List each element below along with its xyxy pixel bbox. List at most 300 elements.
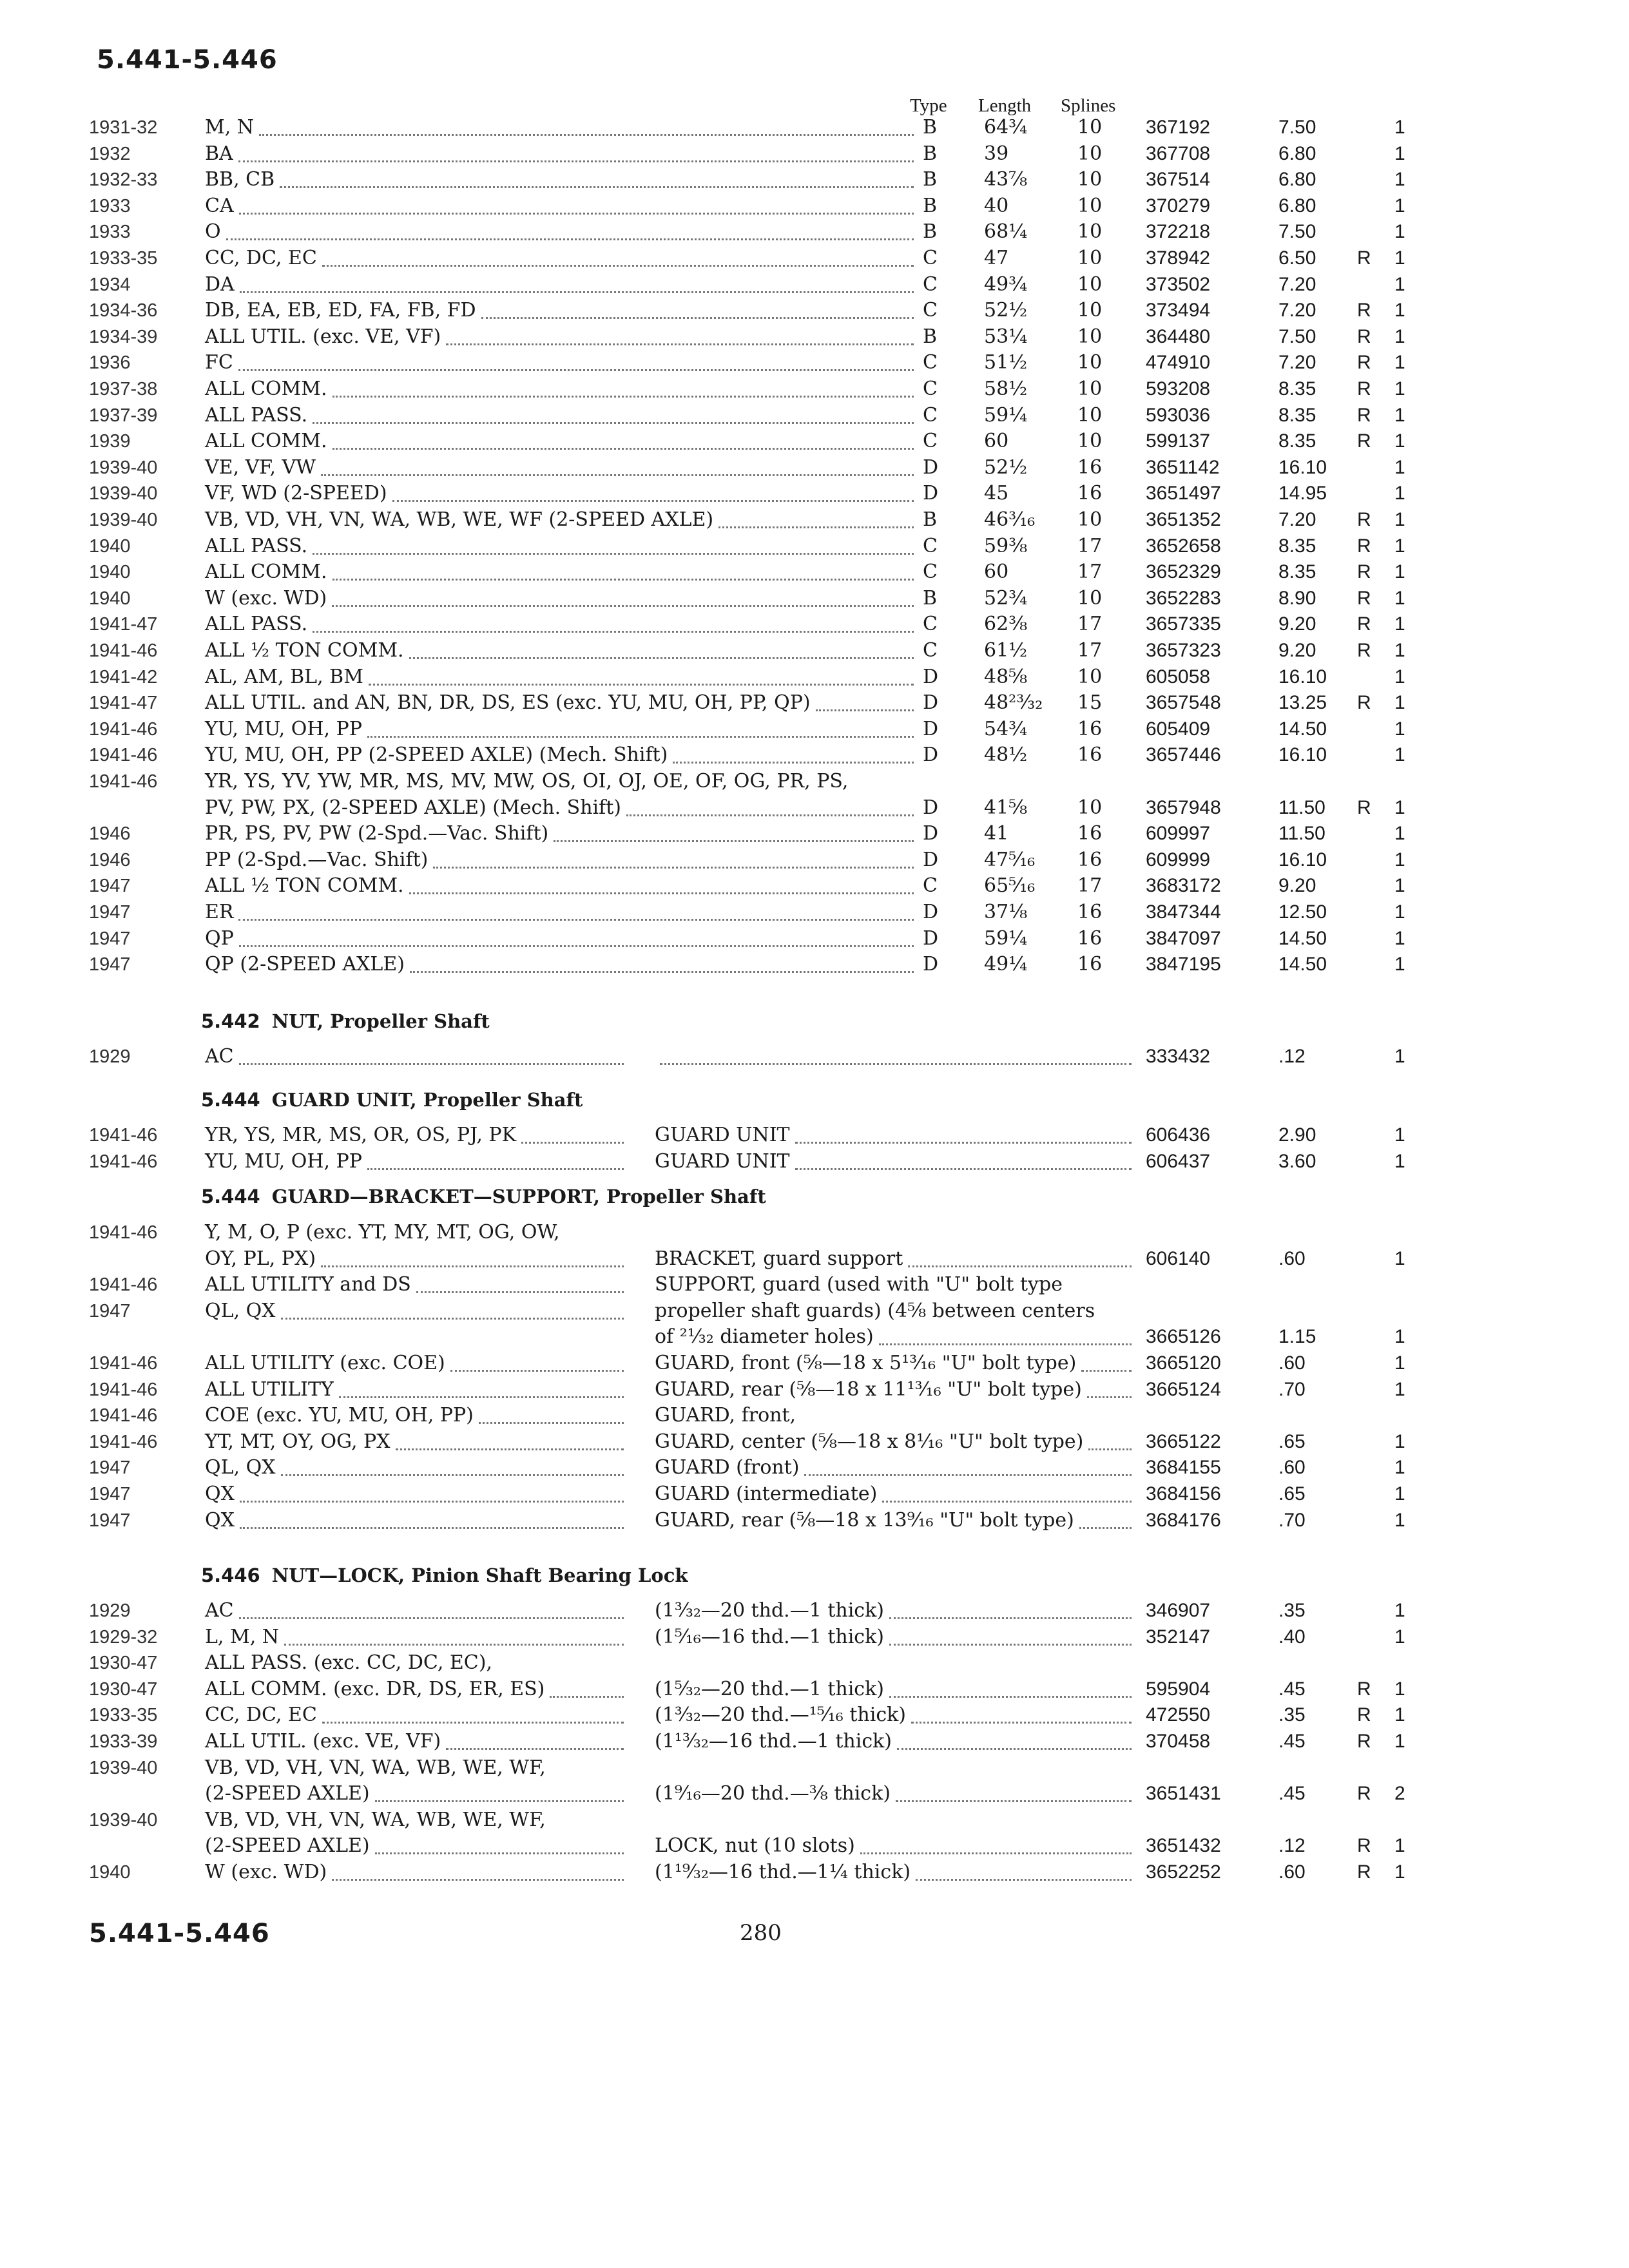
year-cell: 1933 xyxy=(89,222,131,242)
quantity-cell: 1 xyxy=(1394,274,1405,295)
length-cell: 61½ xyxy=(984,639,1028,662)
quantity-cell: 1 xyxy=(1394,1457,1405,1478)
year-cell: 1934 xyxy=(89,274,131,295)
dot-leader xyxy=(409,876,914,894)
dot-leader xyxy=(660,1046,1132,1065)
price-cell: .60 xyxy=(1278,1861,1306,1883)
dot-leader xyxy=(367,719,914,738)
dot-leader xyxy=(239,928,914,947)
price-cell: .45 xyxy=(1278,1783,1306,1804)
reference-flag-cell: R xyxy=(1357,1835,1371,1856)
quantity-cell: 1 xyxy=(1394,1379,1405,1400)
table-row xyxy=(0,611,1629,637)
table-row xyxy=(0,1781,1629,1807)
part-number-cell: 474910 xyxy=(1146,352,1211,373)
part-number-cell: 372218 xyxy=(1146,221,1211,242)
quantity-cell: 1 xyxy=(1394,405,1405,426)
table-row xyxy=(0,1429,1629,1455)
description-cell: (1⁹⁄₁₆—20 thd.—⅜ thick) xyxy=(655,1782,891,1805)
model-cell: YU, MU, OH, PP (2-SPEED AXLE) (Mech. Shift) xyxy=(205,744,668,766)
reference-flag-cell: R xyxy=(1357,1678,1371,1700)
year-cell: 1941-47 xyxy=(89,693,158,713)
price-cell: 16.10 xyxy=(1278,744,1327,765)
description-cell: (1⁵⁄₁₆—16 thd.—1 thick) xyxy=(655,1626,884,1648)
year-cell: 1941-46 xyxy=(89,1222,158,1243)
dot-leader xyxy=(916,1862,1132,1881)
table-row xyxy=(0,1598,1629,1624)
price-cell: 6.80 xyxy=(1278,195,1316,216)
year-cell: 1933-39 xyxy=(89,1731,158,1752)
type-cell: D xyxy=(923,849,939,871)
dot-leader xyxy=(281,1301,624,1320)
table-row xyxy=(0,376,1629,402)
price-cell: .35 xyxy=(1278,1600,1306,1621)
year-cell: 1941-46 xyxy=(89,1125,158,1146)
price-cell: 1.15 xyxy=(1278,1326,1316,1347)
table-row xyxy=(0,1833,1629,1859)
dot-leader xyxy=(332,588,914,607)
type-cell: C xyxy=(923,247,938,269)
price-cell: .65 xyxy=(1278,1431,1306,1452)
table-row xyxy=(0,403,1629,428)
length-cell: 62⅜ xyxy=(984,613,1028,635)
length-cell: 48½ xyxy=(984,744,1028,766)
quantity-cell: 1 xyxy=(1394,797,1405,818)
part-number-cell: 3684155 xyxy=(1146,1457,1221,1478)
part-number-cell: 605409 xyxy=(1146,718,1211,740)
year-cell: 1941-47 xyxy=(89,614,158,635)
table-row xyxy=(0,1377,1629,1403)
table-row xyxy=(0,1220,1629,1245)
splines-cell: 10 xyxy=(1077,666,1103,688)
year-cell: 1941-46 xyxy=(89,640,158,661)
splines-cell: 10 xyxy=(1077,796,1103,819)
type-cell: B xyxy=(923,220,938,243)
dot-leader xyxy=(550,1679,624,1698)
dot-leader xyxy=(879,1327,1132,1345)
model-cell: ER xyxy=(205,901,234,923)
model-cell: ALL UTILITY and DS xyxy=(205,1273,411,1296)
quantity-cell: 1 xyxy=(1394,483,1405,504)
dot-leader xyxy=(889,1627,1132,1646)
part-number-cell: 3847097 xyxy=(1146,928,1221,949)
year-cell: 1929 xyxy=(89,1046,131,1067)
part-number-cell: 3652283 xyxy=(1146,588,1221,609)
part-number-cell: 3657948 xyxy=(1146,797,1221,818)
type-cell: D xyxy=(923,666,939,688)
type-cell: C xyxy=(923,561,938,583)
splines-cell: 10 xyxy=(1077,587,1103,610)
part-number-cell: 3665120 xyxy=(1146,1352,1221,1374)
year-cell: 1929 xyxy=(89,1600,131,1621)
description-cell: of ²¹⁄₃₂ diameter holes) xyxy=(655,1325,874,1348)
model-cell: QL, QX xyxy=(205,1300,276,1322)
dot-leader xyxy=(239,1600,624,1619)
price-cell: 14.50 xyxy=(1278,928,1327,949)
length-cell: 58½ xyxy=(984,378,1028,400)
reference-flag-cell: R xyxy=(1357,378,1371,399)
length-cell: 37⅛ xyxy=(984,901,1028,923)
table-row xyxy=(0,899,1629,925)
model-cell: W (exc. WD) xyxy=(205,1861,327,1883)
table-row xyxy=(0,115,1629,140)
length-cell: 48²³⁄₃₂ xyxy=(984,691,1043,714)
section-title: NUT—LOCK, Pinion Shaft Bearing Lock xyxy=(271,1564,688,1586)
table-row xyxy=(0,1860,1629,1885)
table-row xyxy=(0,1403,1629,1428)
model-cell: PR, PS, PV, PW (2-Spd.—Vac. Shift) xyxy=(205,822,549,845)
table-row xyxy=(0,350,1629,376)
year-cell: 1932 xyxy=(89,144,131,164)
year-cell: 1947 xyxy=(89,1484,131,1504)
dot-leader xyxy=(239,1046,624,1065)
splines-cell: 10 xyxy=(1077,378,1103,400)
price-cell: 14.50 xyxy=(1278,954,1327,975)
description-cell: GUARD, rear (⅝—18 x 13⁹⁄₁₆ "U" bolt type) xyxy=(655,1509,1074,1532)
table-row xyxy=(0,559,1629,585)
splines-cell: 16 xyxy=(1077,822,1103,845)
price-cell: 7.20 xyxy=(1278,509,1316,530)
description-cell: GUARD UNIT xyxy=(655,1150,790,1173)
model-cell: QL, QX xyxy=(205,1456,276,1479)
price-cell: 8.90 xyxy=(1278,588,1316,609)
dot-leader xyxy=(816,693,914,711)
table-row xyxy=(0,1702,1629,1728)
dot-leader xyxy=(416,1274,624,1293)
dot-leader xyxy=(322,1705,624,1724)
splines-cell: 17 xyxy=(1077,535,1103,557)
year-cell: 1941-46 xyxy=(89,1353,158,1374)
type-cell: D xyxy=(923,927,939,950)
quantity-cell: 1 xyxy=(1394,300,1405,321)
quantity-cell: 1 xyxy=(1394,1678,1405,1700)
model-cell: VB, VD, VH, VN, WA, WB, WE, WF (2-SPEED AXLE) xyxy=(205,508,714,531)
part-number-cell: 3651432 xyxy=(1146,1835,1221,1856)
model-cell: BB, CB xyxy=(205,168,275,191)
price-cell: 8.35 xyxy=(1278,561,1316,582)
part-number-cell: 606437 xyxy=(1146,1151,1211,1172)
table-row xyxy=(0,167,1629,193)
year-cell: 1947 xyxy=(89,954,131,975)
dot-leader xyxy=(238,144,914,162)
year-cell: 1930-47 xyxy=(89,1679,158,1700)
quantity-cell: 1 xyxy=(1394,1600,1405,1621)
quantity-cell: 1 xyxy=(1394,221,1405,242)
model-cell: PV, PW, PX, (2-SPEED AXLE) (Mech. Shift) xyxy=(205,796,621,819)
quantity-cell: 1 xyxy=(1394,430,1405,452)
reference-flag-cell: R xyxy=(1357,405,1371,426)
part-number-cell: 593036 xyxy=(1146,405,1211,426)
model-cell: VF, WD (2-SPEED) xyxy=(205,482,387,505)
length-cell: 46³⁄₁₆ xyxy=(984,508,1036,531)
part-number-cell: 3652658 xyxy=(1146,535,1221,557)
reference-flag-cell: R xyxy=(1357,640,1371,661)
model-cell: DB, EA, EB, ED, FA, FB, FD xyxy=(205,299,476,322)
dot-leader xyxy=(896,1783,1132,1802)
type-cell: C xyxy=(923,535,938,557)
table-row xyxy=(0,1755,1629,1781)
year-cell: 1946 xyxy=(89,823,131,844)
length-cell: 59¼ xyxy=(984,404,1028,427)
model-cell: Y, M, O, P (exc. YT, MY, MT, OG, OW, xyxy=(205,1221,560,1244)
dot-leader xyxy=(804,1457,1132,1476)
model-cell: AC xyxy=(205,1599,234,1622)
splines-cell: 17 xyxy=(1077,561,1103,583)
splines-cell: 10 xyxy=(1077,195,1103,217)
quantity-cell: 1 xyxy=(1394,1704,1405,1725)
description-cell: GUARD, front, xyxy=(655,1404,796,1427)
description-cell: (1¹⁹⁄₃₂—16 thd.—1¼ thick) xyxy=(655,1861,911,1883)
length-cell: 43⅞ xyxy=(984,168,1028,191)
reference-flag-cell: R xyxy=(1357,430,1371,452)
part-number-cell: 3847344 xyxy=(1146,901,1221,923)
year-cell: 1941-46 xyxy=(89,719,158,740)
model-cell: VB, VD, VH, VN, WA, WB, WE, WF, xyxy=(205,1809,546,1831)
table-row xyxy=(0,298,1629,323)
year-cell: 1941-46 xyxy=(89,1379,158,1400)
description-cell: GUARD (intermediate) xyxy=(655,1483,878,1505)
table-row xyxy=(0,1044,1629,1070)
table-row xyxy=(0,638,1629,664)
price-cell: 6.80 xyxy=(1278,143,1316,164)
quantity-cell: 1 xyxy=(1394,1861,1405,1883)
year-cell: 1940 xyxy=(89,588,131,609)
type-cell: D xyxy=(923,456,939,479)
part-number-cell: 364480 xyxy=(1146,326,1211,347)
type-cell: B xyxy=(923,325,938,348)
model-cell: YU, MU, OH, PP xyxy=(205,1150,362,1173)
quantity-cell: 1 xyxy=(1394,195,1405,216)
dot-leader xyxy=(332,1862,624,1881)
dot-leader xyxy=(321,457,914,476)
table-row xyxy=(0,1729,1629,1754)
length-cell: 60 xyxy=(984,430,1009,452)
table-row xyxy=(0,428,1629,454)
quantity-cell: 1 xyxy=(1394,640,1405,661)
price-cell: .12 xyxy=(1278,1046,1306,1067)
dot-leader xyxy=(860,1836,1132,1854)
model-cell: FC xyxy=(205,351,233,374)
table-row xyxy=(0,219,1629,245)
dot-leader xyxy=(313,405,914,424)
model-cell: AL, AM, BL, BM xyxy=(205,666,363,688)
price-cell: 14.50 xyxy=(1278,718,1327,740)
quantity-cell: 1 xyxy=(1394,928,1405,949)
length-cell: 45 xyxy=(984,482,1009,505)
reference-flag-cell: R xyxy=(1357,692,1371,713)
length-cell: 47⁵⁄₁₆ xyxy=(984,849,1036,871)
length-cell: 51½ xyxy=(984,351,1028,374)
type-cell: B xyxy=(923,142,938,165)
price-cell: .60 xyxy=(1278,1457,1306,1478)
quantity-cell: 1 xyxy=(1394,849,1405,870)
quantity-cell: 1 xyxy=(1394,1151,1405,1172)
part-number-cell: 352147 xyxy=(1146,1626,1211,1648)
year-cell: 1939-40 xyxy=(89,483,158,504)
model-cell: YU, MU, OH, PP xyxy=(205,718,362,740)
dot-leader xyxy=(1087,1379,1132,1398)
type-cell: C xyxy=(923,378,938,400)
dot-leader xyxy=(375,1836,624,1854)
model-cell: CA xyxy=(205,195,234,217)
dot-leader xyxy=(795,1125,1132,1144)
model-cell: PP (2-Spd.—Vac. Shift) xyxy=(205,849,429,871)
price-cell: 9.20 xyxy=(1278,613,1316,635)
description-cell: GUARD, rear (⅝—18 x 11¹³⁄₁₆ "U" bolt type) xyxy=(655,1378,1082,1401)
part-number-cell: 3657335 xyxy=(1146,613,1221,635)
page-header-code: 5.441-5.446 xyxy=(97,45,278,75)
year-cell: 1941-42 xyxy=(89,667,158,687)
dot-leader xyxy=(446,327,914,345)
model-cell: ALL COMM. xyxy=(205,430,327,452)
type-cell: B xyxy=(923,195,938,217)
section-title: NUT, Propeller Shaft xyxy=(271,1010,490,1032)
type-cell: C xyxy=(923,404,938,427)
section-title: GUARD UNIT, Propeller Shaft xyxy=(271,1089,583,1111)
part-number-cell: 599137 xyxy=(1146,430,1211,452)
description-cell: (1⁵⁄₃₂—20 thd.—1 thick) xyxy=(655,1678,884,1700)
dot-leader xyxy=(1081,1353,1132,1372)
table-row xyxy=(0,141,1629,167)
reference-flag-cell: R xyxy=(1357,588,1371,609)
dot-leader xyxy=(333,379,914,398)
section-heading xyxy=(201,1010,490,1032)
dot-leader xyxy=(240,1510,624,1529)
model-cell: ALL UTILITY (exc. COE) xyxy=(205,1352,445,1374)
quantity-cell: 1 xyxy=(1394,718,1405,740)
part-number-cell: 367708 xyxy=(1146,143,1211,164)
part-number-cell: 346907 xyxy=(1146,1600,1211,1621)
year-cell: 1941-46 xyxy=(89,771,158,792)
year-cell: 1937-38 xyxy=(89,379,158,399)
price-cell: 8.35 xyxy=(1278,430,1316,452)
dot-leader xyxy=(626,798,914,816)
dot-leader xyxy=(521,1125,624,1144)
type-cell: D xyxy=(923,822,939,845)
reference-flag-cell: R xyxy=(1357,326,1371,347)
page-number: 280 xyxy=(740,1920,782,1946)
table-row xyxy=(0,1122,1629,1148)
quantity-cell: 1 xyxy=(1394,1431,1405,1452)
dot-leader xyxy=(897,1731,1132,1750)
table-row xyxy=(0,795,1629,821)
year-cell: 1947 xyxy=(89,876,131,896)
price-cell: 7.20 xyxy=(1278,274,1316,295)
quantity-cell: 1 xyxy=(1394,247,1405,269)
model-cell: ALL UTIL. (exc. VE, VF) xyxy=(205,1730,441,1753)
dot-leader xyxy=(392,483,914,502)
splines-cell: 16 xyxy=(1077,953,1103,975)
year-cell: 1933-35 xyxy=(89,248,158,269)
dot-leader xyxy=(281,1457,624,1476)
table-row xyxy=(0,1350,1629,1376)
description-cell: propeller shaft guards) (4⅝ between centers xyxy=(655,1300,1095,1322)
part-number-cell: 609997 xyxy=(1146,823,1211,844)
year-cell: 1936 xyxy=(89,352,131,373)
dot-leader xyxy=(313,614,914,633)
length-cell: 59¼ xyxy=(984,927,1028,950)
model-cell: ALL PASS. xyxy=(205,613,308,635)
description-cell: SUPPORT, guard (used with "U" bolt type xyxy=(655,1273,1063,1296)
section-number: 5.442 xyxy=(201,1010,260,1032)
year-cell: 1941-46 xyxy=(89,1432,158,1452)
year-cell: 1937-39 xyxy=(89,405,158,426)
price-cell: 7.50 xyxy=(1278,117,1316,138)
type-cell: D xyxy=(923,901,939,923)
length-cell: 41⅝ xyxy=(984,796,1028,819)
reference-flag-cell: R xyxy=(1357,1731,1371,1752)
splines-cell: 16 xyxy=(1077,456,1103,479)
splines-cell: 10 xyxy=(1077,299,1103,322)
table-row xyxy=(0,455,1629,481)
price-cell: .65 xyxy=(1278,1483,1306,1504)
col-splines-header: Splines xyxy=(1061,95,1116,116)
year-cell: 1941-46 xyxy=(89,1405,158,1426)
part-number-cell: 370279 xyxy=(1146,195,1211,216)
part-number-cell: 606436 xyxy=(1146,1124,1211,1146)
price-cell: 16.10 xyxy=(1278,457,1327,478)
description-cell: (1¹³⁄₃₂—16 thd.—1 thick) xyxy=(655,1730,892,1753)
model-cell: ALL COMM. (exc. DR, DS, ER, ES) xyxy=(205,1678,545,1700)
quantity-cell: 1 xyxy=(1394,744,1405,765)
year-cell: 1940 xyxy=(89,536,131,557)
part-number-cell: 605058 xyxy=(1146,666,1211,687)
model-cell: VE, VF, VW xyxy=(205,456,316,479)
table-row xyxy=(0,1624,1629,1650)
part-number-cell: 606140 xyxy=(1146,1248,1211,1269)
year-cell: 1947 xyxy=(89,1457,131,1478)
type-cell: B xyxy=(923,508,938,531)
splines-cell: 10 xyxy=(1077,430,1103,452)
model-cell: QX xyxy=(205,1483,235,1505)
model-cell: ALL ½ TON COMM. xyxy=(205,874,404,897)
splines-cell: 10 xyxy=(1077,325,1103,348)
length-cell: 60 xyxy=(984,561,1009,583)
price-cell: 7.50 xyxy=(1278,221,1316,242)
table-row xyxy=(0,742,1629,768)
quantity-cell: 1 xyxy=(1394,875,1405,896)
dot-leader xyxy=(313,536,914,555)
part-number-cell: 609999 xyxy=(1146,849,1211,870)
type-cell: D xyxy=(923,691,939,714)
part-number-cell: 3665126 xyxy=(1146,1326,1221,1347)
price-cell: 11.50 xyxy=(1278,797,1325,818)
type-cell: C xyxy=(923,299,938,322)
quantity-cell: 1 xyxy=(1394,509,1405,530)
section-number: 5.444 xyxy=(201,1186,260,1207)
col-type-header: Type xyxy=(910,95,947,116)
dot-leader xyxy=(375,1783,624,1802)
type-cell: B xyxy=(923,168,938,191)
table-row xyxy=(0,1246,1629,1272)
dot-leader xyxy=(259,117,914,136)
dot-leader xyxy=(238,352,914,371)
quantity-cell: 1 xyxy=(1394,561,1405,582)
table-row xyxy=(0,1677,1629,1702)
quantity-cell: 1 xyxy=(1394,954,1405,975)
splines-cell: 10 xyxy=(1077,508,1103,531)
model-cell: O xyxy=(205,220,221,243)
quantity-cell: 1 xyxy=(1394,901,1405,923)
model-cell: ALL PASS. xyxy=(205,404,308,427)
dot-leader xyxy=(333,431,914,450)
section-title: GUARD—BRACKET—SUPPORT, Propeller Shaft xyxy=(271,1186,766,1207)
model-cell: AC xyxy=(205,1045,234,1068)
quantity-cell: 1 xyxy=(1394,457,1405,478)
model-cell: (2-SPEED AXLE) xyxy=(205,1782,370,1805)
description-cell: (1³⁄₃₂—20 thd.—¹⁵⁄₁₆ thick) xyxy=(655,1704,907,1726)
description-cell: GUARD, front (⅝—18 x 5¹³⁄₁₆ "U" bolt type) xyxy=(655,1352,1077,1374)
